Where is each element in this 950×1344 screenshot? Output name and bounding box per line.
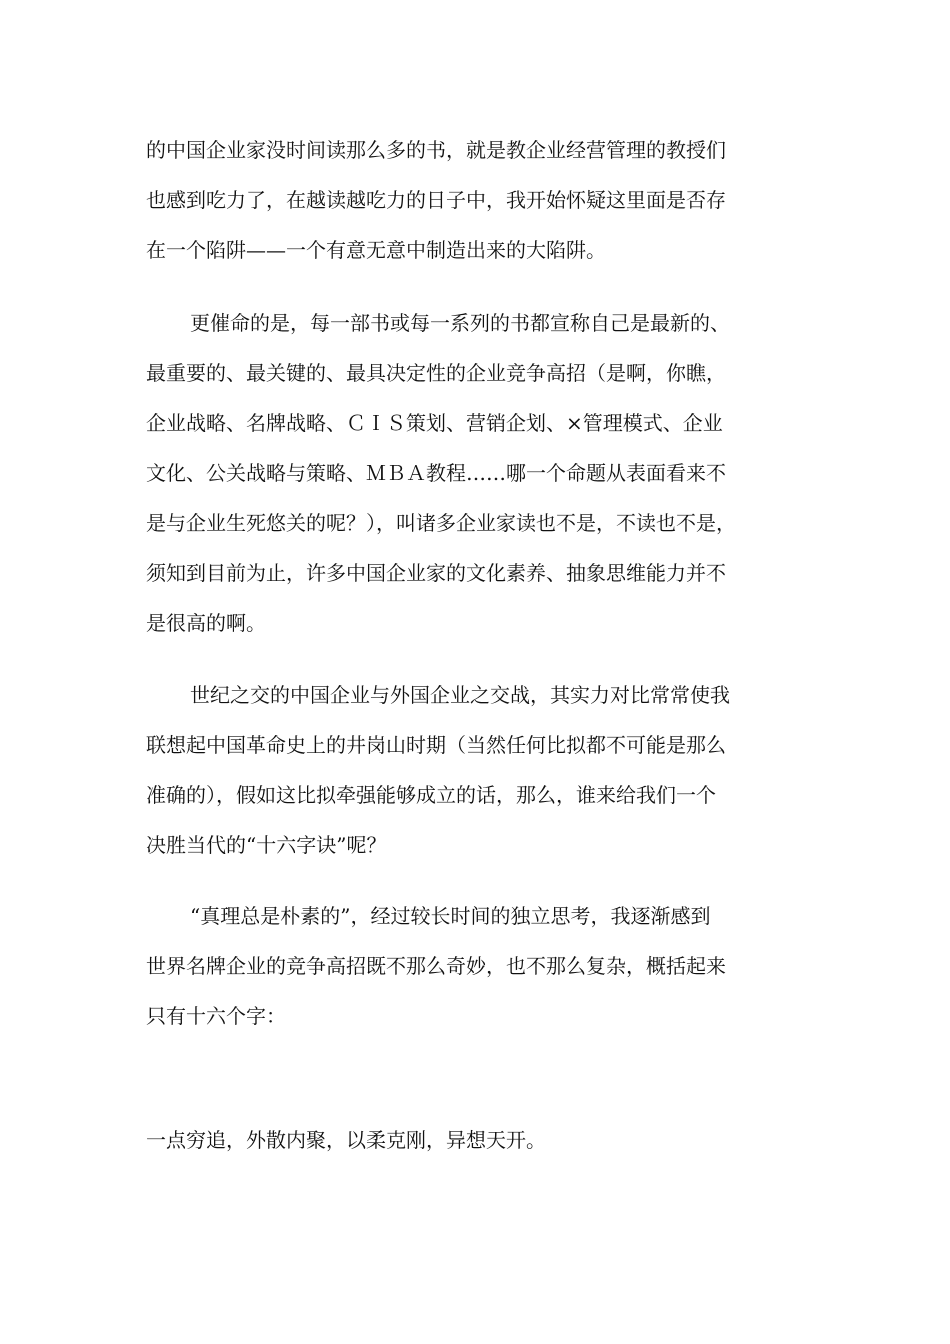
paragraph-2-line-2: 最重要的、最关键的、最具决定性的企业竞争高招（是啊，你瞧， (146, 361, 726, 385)
paragraph-2-line-5: 是与企业生死悠关的呢？），叫诸多企业家读也不是，不读也不是， (146, 511, 736, 535)
paragraph-1-line-2: 也感到吃力了，在越读越吃力的日子中，我开始怀疑这里面是否存 (146, 188, 726, 212)
paragraph-4-line-1: “真理总是朴素的”，经过较长时间的独立思考，我逐渐感到 (190, 904, 711, 928)
paragraph-4-line-2: 世界名牌企业的竞争高招既不那么奇妙，也不那么复杂，概括起来 (146, 954, 726, 978)
paragraph-2-line-1: 更催命的是，每一部书或每一系列的书都宣称自己是最新的、 (190, 311, 730, 335)
paragraph-2-line-6: 须知到目前为止，许多中国企业家的文化素养、抽象思维能力并不 (146, 561, 726, 585)
paragraph-2-line-7: 是很高的啊。 (146, 611, 266, 635)
paragraph-1-line-1: 的中国企业家没时间读那么多的书，就是教企业经营管理的教授们 (146, 138, 726, 162)
paragraph-1-line-3: 在一个陷阱——一个有意无意中制造出来的大陷阱。 (146, 238, 606, 262)
paragraph-2-line-4: 文化、公关战略与策略、ＭＢＡ教程……哪一个命题从表面看来不 (146, 461, 726, 485)
paragraph-3-line-1: 世纪之交的中国企业与外国企业之交战，其实力对比常常使我 (190, 683, 730, 707)
paragraph-3-line-2: 联想起中国革命史上的井岗山时期（当然任何比拟都不可能是那么 (146, 733, 726, 757)
paragraph-3-line-4: 决胜当代的“十六字诀”呢？ (146, 833, 387, 857)
paragraph-4-line-3: 只有十六个字： (146, 1004, 286, 1028)
paragraph-3-line-3: 准确的），假如这比拟牵强能够成立的话，那么，谁来给我们一个 (146, 783, 716, 807)
paragraph-2-line-3: 企业战略、名牌战略、ＣＩＳ策划、营销企划、×管理模式、企业 (146, 411, 723, 435)
paragraph-5-line-1: 一点穷追，外散内聚，以柔克刚，异想天开。 (146, 1128, 546, 1152)
